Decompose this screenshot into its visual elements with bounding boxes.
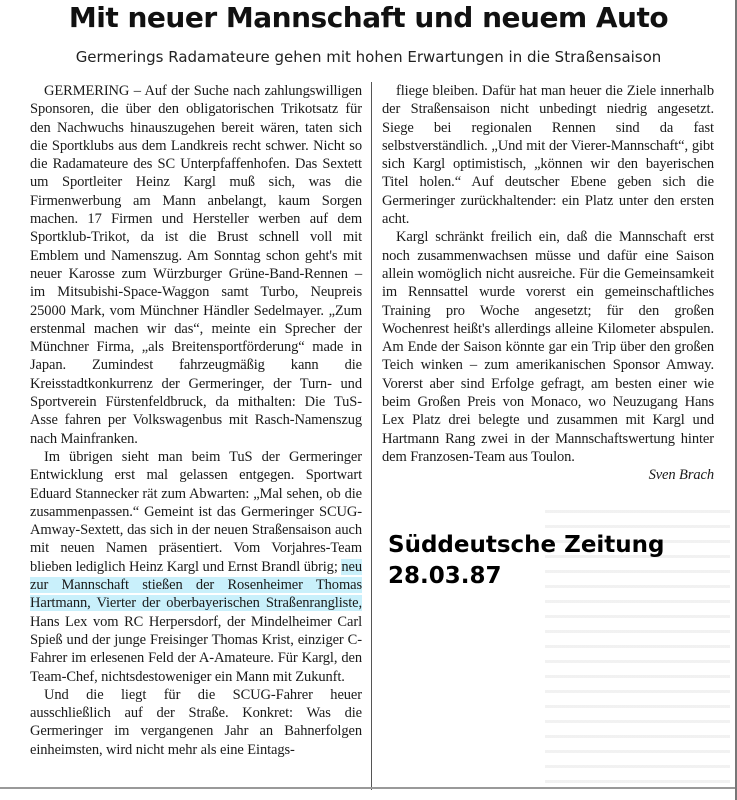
paragraph-2-end: Hans Lex vom RC Herpersdorf, der Mindelheimer Carl Spieß und der junge Freisinger Thomas Krist, einziger C-Fahrer im erlesenen Feld der A-Amateure. Für Kargl, den Team-Chef, nichtsdestoweniger ein Mann mit Zukunft. (30, 613, 362, 685)
paragraph-4: fliege bleiben. Dafür hat man heuer die Ziele innerhalb der Straßensaison nicht unbedingt niedrig angesetzt. Siege bei regionalen Rennen sind da fast selbstverständlich. „Und mit der Vierer-Mannschaft“, gibt sich Kargl optimistisch, „können wir den bayerischen Titel holen.“ Auf deutscher Ebene geben sich die Germeringer zurückhaltender: ein Platz unter den ersten acht. (382, 83, 714, 228)
publication-date: 28.03.87 (388, 563, 502, 589)
column-divider (371, 82, 372, 790)
paragraph-5: Kargl schränkt freilich ein, daß die Mannschaft erst noch zusammenwachsen müsse und dafür eine Saison allein womöglich nicht ausreiche. Für die Gemeinsamkeit im Rennsattel wurde vorerst ein gemeinschaftliches Training pro Woche angesetzt; für den großen Wochenrest heißt's allerdings alleine Kilometer abspulen. Am Ende der Saison könnte gar ein Trip über den großen Teich winken – zum amerikanischen Sponsor Amway. Vorerst aber sind Erfolge gefragt, am besten einer wie beim Großen Preis von Monaco, wo Neuzugang Hans Lex Platz drei belegte und zusammen mit Kargl und Hartmann Rang zwei in der Mannschaftswertung hinter dem Franzosen-Team aus Toulon. (382, 229, 714, 465)
bottom-edge (0, 787, 737, 789)
article-headline: Mit neuer Mannschaft und neuem Auto (68, 1, 669, 34)
author-byline: Sven Brach (648, 467, 714, 484)
left-column (30, 82, 362, 759)
article-subheadline: Germerings Radamateure gehen mit hohen Erwartungen in die Straßensaison (75, 48, 662, 66)
highlighted-passage: neu zur Mannschaft stießen der Rosenheimer Thomas Hartmann, Vierter der oberbayerischen Straßenrangliste, (30, 558, 362, 612)
newspaper-name: Süddeutsche Zeitung (388, 532, 665, 558)
paragraph-2-start: Im übrigen sieht man beim TuS der Germeringer Entwicklung erst mal gelassen entgegen. Sportwart Eduard Stannecker rät zum Abwarten: „Mal sehen, ob die zusammenpassen.“ Gemeint ist das Germeringer SCUG-Amway-Sextett, das sich in der neuen Straßensaison auch mit neuen Namen präsentiert. Vom Vorjahres-Team blieben lediglich Heinz Kargl und Ernst Brandl übrig; (30, 448, 362, 575)
paragraph-2 (30, 448, 362, 686)
right-column (382, 82, 714, 485)
paragraph-1: GERMERING – Auf der Suche nach zahlungswilligen Sponsoren, die über den obligatorischen Trikotsatz für den Nachwuchs hinauszugehen bereit wären, taten sich die Sportklubs aus dem Landkreis recht schwer. Nicht so die Radamateure des SC Unterpfaffenhofen. Das Sextett um Sportleiter Heinz Kargl muß sich, was die Firmenwerbung am Mann anbelangt, kaum Sorgen machen. 17 Firmen und Hersteller werben auf dem Sportklub-Trikot, da ist die Brust schnell voll mit Emblem und Namenszug. Am Sonntag schon geht's mit neuer Karosse zum Würzburger Grüne-Band-Rennen – im Mitsubishi-Space-Waggon samt Turbo, Neupreis 25000 Mark, vom Münchner Händler Sedelmayer. „Zum erstenmal machen wir das“, meinte ein Sprecher der Münchner Firma, „als Breitensportförderung“ made in Japan. Zumindest fahrzeugmäßig kann die Kreisstadtkonkurrenz der Germeringer, der Turn- und Sportverein Fürstenfeldbruck, da mithalten: Die TuS-Asse fahren per Volkswagenbus mit Rasch-Namenszug nach Mainfranken. (30, 83, 362, 447)
paragraph-3: Und die liegt für die SCUG-Fahrer heuer ausschließlich auf der Straße. Konkret: Was die Germeringer im vergangenen Jahr an Bahnerfolgen einheimsten, wird nicht mehr als eine Eintags- (30, 686, 362, 758)
source-caption (388, 530, 665, 592)
